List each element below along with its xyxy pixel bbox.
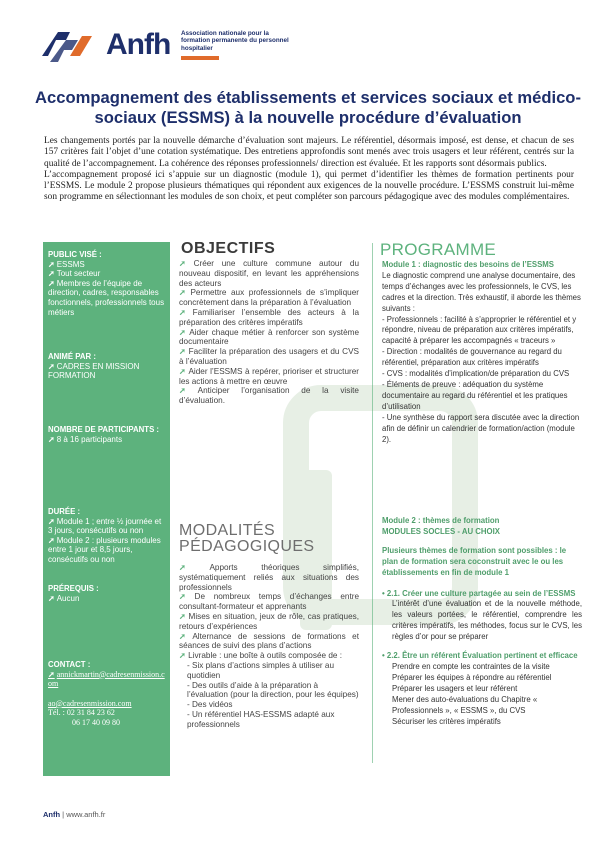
objectif-item: ➚ Faciliter la préparation des usagers et du CVS à l’évaluation [179, 347, 359, 366]
arrow-icon: ➚ [48, 259, 55, 269]
modalite-item: ➚ Apports théoriques simplifiés, systématiquement reliés aux situations des professionnels [179, 563, 359, 592]
anime-item: ➚ CADRES EN MISSION FORMATION [48, 361, 140, 381]
arrow-icon: ➚ [179, 366, 189, 376]
programme-module-1 [382, 260, 582, 445]
public-heading: PUBLIC VISÉ : [48, 250, 102, 259]
modalites-heading-line-2: PÉDAGOGIQUES [179, 538, 315, 555]
programme-heading: PROGRAMME [380, 240, 497, 259]
modalites-heading [179, 523, 315, 555]
intro-paragraph-1: Les changements portés par la nouvelle démarche d’évaluation sont majeurs. Le référentiel, désormais imposé, est dense, et chacun de ses 157 critères fait l’objet d’une cotation systématique. Des entretiens approfondis sont menés avec trois usagers et leur référent, centrés sur la qualité de l’accompagnement. La cohérence des réponses professionnels/ direction est évaluée. Et les rapports sont désormais publics. [44, 136, 574, 169]
theme-2-1-title: • 2.1. Créer une culture partagée au sein de l’ESSMS [382, 588, 576, 598]
contact-heading: CONTACT : [48, 660, 91, 669]
modalite-subitem: - Des vidéos [187, 700, 233, 710]
arrow-icon: ➚ [48, 269, 55, 279]
module-1-item: - Direction : modalités de gouvernance au regard du référentiel, préparation aux critères impératifs [382, 347, 562, 368]
arrow-icon: ➚ [48, 593, 55, 603]
arrow-icon: ➚ [179, 386, 198, 396]
objectif-item: ➚ Créer une culture commune autour du nouveau dispositif, en levant les appréhensions des acteurs [179, 259, 359, 288]
contact-email-link-1[interactable]: ➚ annickmartin@cadresenmission.com [48, 669, 165, 689]
module-1-item: - Éléments de preuve : adéquation du système documentaire au regard du référentiel et les pratiques d’utilisation [382, 379, 568, 411]
modalite-subitem: - Des outils d’aide à la préparation à l’évaluation (pour la direction, pour les équipes) [187, 680, 359, 700]
theme-2-2-title: • 2.2. Être un référent Évaluation pertinent et efficace [382, 651, 578, 661]
logo-subtitle: Association nationale pour la formation permanente du personnel hospitalier [181, 30, 289, 52]
objectifs-list [179, 259, 359, 406]
duree-item: ➚ Module 1 ; entre ½ journée et 3 jours, consécutifs ou non [48, 516, 162, 536]
footer-brand: Anfh [43, 810, 61, 819]
duree-item: ➚ Module 2 : plusieurs modules entre 1 jour et 8,5 jours, consécutifs ou non [48, 535, 161, 564]
duree-section [48, 507, 166, 565]
arrow-icon: ➚ [179, 307, 193, 317]
contact-email-link-2[interactable]: ao@cadresenmission.com [48, 698, 132, 708]
modalite-item: ➚ De nombreux temps d’échanges entre consultant-formateur et apprenants [179, 592, 359, 612]
page-footer: Anfh | www.anfh.fr [43, 810, 106, 819]
theme-2-2-item: Préparer les usagers et leur référent [392, 683, 518, 693]
logo-accent-bar [181, 56, 219, 60]
module-1-intro: Le diagnostic comprend une analyse documentaire, des temps d’échanges avec les professionnels, le CVS, les cadres et la direction. Très exhaustif, il aborde les thèmes suivants : [382, 270, 581, 313]
modalite-item: ➚ Mises en situation, jeux de rôle, cas pratiques, retours d’expériences [179, 611, 360, 631]
anfh-logo [36, 26, 289, 76]
theme-2-1-text: L’intérêt d’une évaluation et de la nouvelle méthode, les valeurs portées, le référentiel, comprendre les critères impératifs, les méthodes, focus sur le CVS, les règles d’or pour se préparer [392, 599, 582, 642]
arrow-icon: ➚ [179, 592, 195, 602]
modalite-item: ➚ Livrable : une boîte à outils composée de : [179, 651, 342, 661]
arrow-icon: ➚ [179, 327, 190, 337]
arrow-icon: ➚ [48, 361, 55, 371]
theme-2-2-item: Mener des auto-évaluations du Chapitre « Professionnels », « ESSMS », du CVS [392, 694, 538, 715]
public-item: ➚ Tout secteur [48, 269, 101, 279]
arrow-icon: ➚ [179, 631, 193, 641]
prereq-heading: PRÉREQUIS : [48, 584, 99, 593]
nombre-item: ➚ 8 à 16 participants [48, 434, 123, 444]
module-2-intro: Plusieurs thèmes de formation sont possibles : le plan de formation sera coconstruit avec le ou les établissements en fin de module 1 [382, 545, 567, 577]
module-1-title: Module 1 : diagnostic des besoins de l’ESSMS [382, 260, 554, 269]
arrow-icon: ➚ [179, 563, 210, 572]
public-item: ➚ Membres de l’équipe de direction, cadres, responsables fonctionnels, professionnels tous métiers [48, 278, 165, 317]
module-2-title: Module 2 : thèmes de formation [382, 516, 500, 525]
objectif-item: ➚ Permettre aux professionnels de s’impliquer concrètement dans la préparation à l’évaluation [179, 288, 359, 308]
modalites-heading-line-1: MODALITÉS [179, 522, 276, 539]
arrow-icon: ➚ [48, 516, 55, 526]
objectif-item: ➚ Anticiper l’organisation de la visite d’évaluation. [179, 386, 359, 406]
info-sidebar [43, 242, 170, 776]
module-1-item: - Professionnels : facilité à s’approprier le référentiel et y répondre, niveau de préparation aux critères impératifs, capacité à préparer les accompagnés « traceurs » [382, 314, 577, 346]
anime-heading: ANIMÉ PAR : [48, 352, 96, 361]
anime-section [48, 352, 166, 381]
module-2-subtitle: MODULES SOCLES - AU CHOIX [382, 526, 500, 536]
programme-module-2 [382, 516, 582, 727]
footer-url-link[interactable]: www.anfh.fr [66, 810, 106, 819]
intro-paragraph-2: L’accompagnement proposé ici s’appuie sur un diagnostic (module 1), qui permet d’identifier les thèmes de formation pertinents pour l’ESSMS. Le module 2 propose plusieurs thématiques qui répondent aux exigences de la nouvelle procédure. L’ESSMS construit lui-même son programme en sélectionnant les modules de son choix, et peut compléter son parcours pédagogique avec des modules complémentaires. [44, 169, 574, 203]
prereq-item: ➚ Aucun [48, 593, 80, 603]
module-1-item: - CVS : modalités d’implication/de préparation du CVS [382, 369, 570, 379]
page-title: Accompagnement des établissements et services sociaux et médico-sociaux (ESSMS) à la nouvelle procédure d’évaluation [35, 88, 581, 127]
modalites-list [179, 563, 359, 730]
modalite-subitem: - Six plans d’actions simples à utiliser au quotidien [187, 660, 334, 680]
contact-phone-1: Tél. : 02 31 84 23 62 [48, 708, 115, 718]
arrow-icon: ➚ [48, 278, 55, 288]
modalite-subitem: - Un référentiel HAS-ESSMS adapté aux professionnels [187, 709, 335, 729]
theme-2-2-item: Préparer les équipes à répondre au référentiel [392, 672, 552, 682]
theme-2-2-item: Prendre en compte les contraintes de la visite [392, 661, 550, 671]
arrow-icon: ➚ [179, 347, 189, 357]
intro-text [44, 136, 574, 204]
modalite-item: ➚ Alternance de sessions de formations et séances de suivi des plans d’actions [179, 631, 359, 651]
logo-mark-icon [36, 26, 106, 70]
module-1-item: - Une synthèse du rapport sera discutée avec la direction afin de définir un calendrier de formation/action (module 2). [382, 412, 580, 444]
contact-phone-2: 06 17 40 09 80 [72, 717, 120, 727]
arrow-icon: ➚ [48, 669, 55, 679]
prereq-section [48, 584, 166, 603]
logo-text: Anfh [106, 28, 171, 61]
public-section [48, 250, 166, 317]
nombre-section [48, 425, 166, 444]
objectif-item: ➚ Aider chaque métier à renforcer son système documentaire [179, 327, 360, 347]
arrow-icon: ➚ [179, 651, 189, 661]
arrow-icon: ➚ [48, 535, 55, 545]
arrow-icon: ➚ [179, 611, 189, 621]
contact-section [48, 660, 166, 728]
theme-2-2-item: Sécuriser les critères impératifs [392, 716, 501, 726]
objectif-item: ➚ Aider l’ESSMS à repérer, prioriser et structurer les actions à mettre en œuvre [179, 366, 360, 386]
objectifs-heading: OBJECTIFS [181, 240, 276, 257]
public-item: ➚ ESSMS [48, 259, 85, 269]
duree-heading: DURÉE : [48, 507, 81, 516]
arrow-icon: ➚ [48, 434, 55, 444]
objectif-item: ➚ Familiariser l’ensemble des acteurs à la préparation des critères impératifs [179, 307, 360, 327]
arrow-icon: ➚ [179, 288, 191, 298]
arrow-icon: ➚ [179, 259, 194, 268]
column-divider [372, 243, 373, 763]
nombre-heading: NOMBRE DE PARTICIPANTS : [48, 425, 160, 434]
